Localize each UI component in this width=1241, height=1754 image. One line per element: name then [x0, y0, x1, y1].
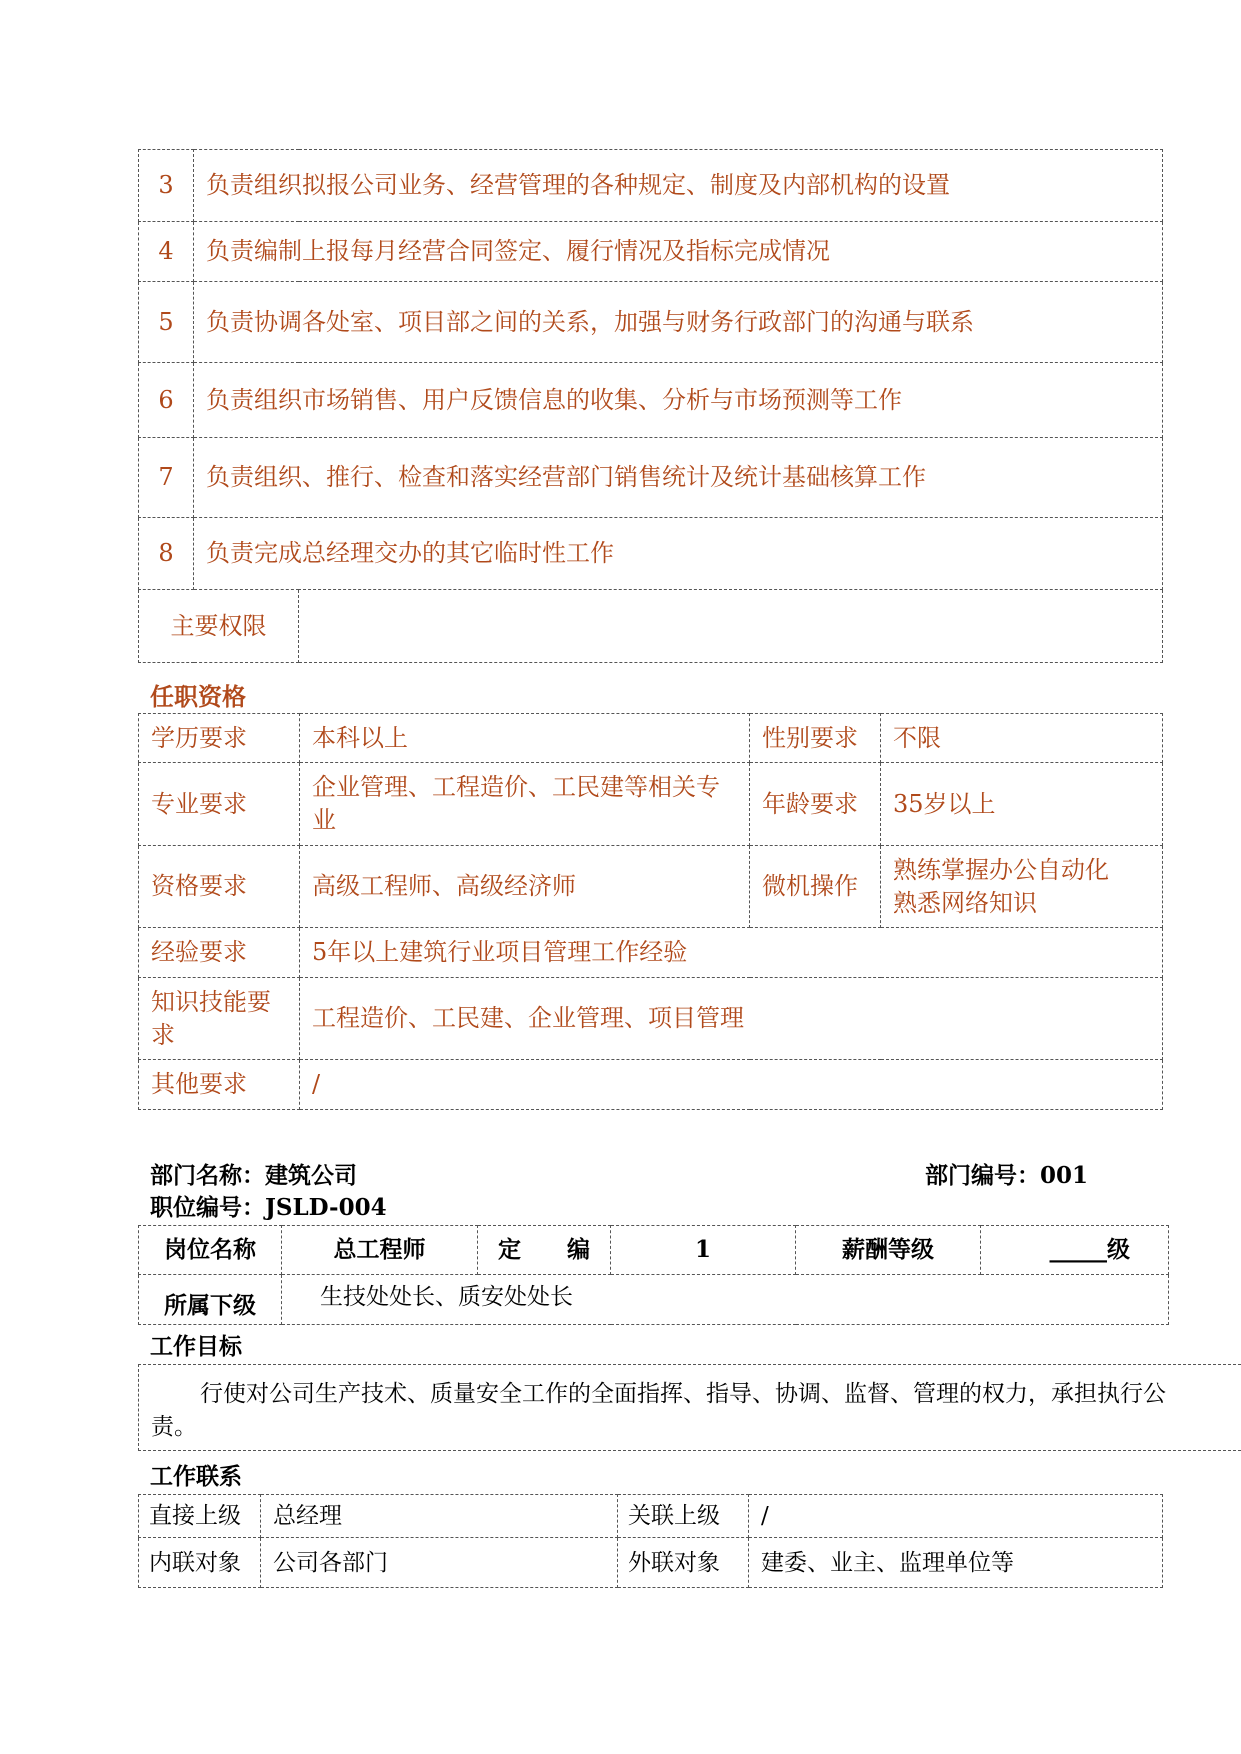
duty-number: 3 — [139, 150, 194, 222]
duty-text: 负责编制上报每月经营合同签定、履行情况及指标完成情况 — [194, 222, 1163, 282]
experience-label: 经验要求 — [139, 928, 300, 978]
computer-value — [881, 846, 1163, 928]
duty-number: 4 — [139, 222, 194, 282]
duty-number: 5 — [139, 282, 194, 363]
skills-value: 工程造价、工民建、企业管理、项目管理 — [300, 978, 1163, 1060]
position-code: 职位编号：JSLD-004 — [150, 1194, 387, 1221]
authority-row — [139, 590, 1163, 663]
relations-row — [139, 1538, 1163, 1588]
internal-contacts-value: 公司各部门 — [261, 1538, 618, 1588]
position-name-value: 总工程师 — [282, 1226, 478, 1275]
education-label: 学历要求 — [139, 714, 300, 763]
experience-value: 5年以上建筑行业项目管理工作经验 — [300, 928, 1163, 978]
duty-row — [139, 150, 1163, 222]
salary-grade-label: 薪酬等级 — [796, 1226, 981, 1275]
duty-row — [139, 363, 1163, 438]
gender-label: 性别要求 — [750, 714, 881, 763]
duty-text: 负责完成总经理交办的其它临时性工作 — [194, 518, 1163, 590]
relations-row — [139, 1495, 1163, 1538]
related-superior-label: 关联上级 — [618, 1495, 749, 1538]
qualifications-heading: 任职资格 — [150, 682, 246, 711]
education-row — [139, 714, 1163, 763]
computer-value-line-1: 熟练掌握办公自动化 — [893, 855, 1109, 884]
goal-text-continued: 责。 — [151, 1414, 197, 1440]
duty-row — [139, 222, 1163, 282]
certification-label: 资格要求 — [139, 846, 300, 928]
external-contacts-label: 外联对象 — [618, 1538, 749, 1588]
duty-text: 负责组织拟报公司业务、经营管理的各种规定、制度及内部机构的设置 — [194, 150, 1163, 222]
major-row — [139, 763, 1163, 846]
authority-label: 主要权限 — [139, 590, 299, 663]
skills-label: 知识技能要求 — [139, 978, 300, 1060]
major-value: 企业管理、工程造价、工民建等相关专业 — [300, 763, 750, 846]
goal-text: 行使对公司生产技术、质量安全工作的全面指挥、指导、协调、监督、管理的权力，承担执行公 — [200, 1381, 1166, 1407]
duty-number: 6 — [139, 363, 194, 438]
position-name-label: 岗位名称 — [139, 1226, 282, 1275]
dept-code: 部门编号：001 — [925, 1162, 1089, 1189]
qualifications-table — [138, 713, 1163, 1110]
duty-text: 负责协调各处室、项目部之间的关系，加强与财务行政部门的沟通与联系 — [194, 282, 1163, 363]
related-superior-value: / — [749, 1495, 1163, 1538]
age-value: 35岁以上 — [881, 763, 1163, 846]
internal-contacts-label: 内联对象 — [139, 1538, 261, 1588]
duty-number: 7 — [139, 438, 194, 518]
subordinate-label: 所属下级 — [139, 1275, 282, 1325]
external-contacts-value: 建委、业主、监理单位等 — [749, 1538, 1163, 1588]
computer-value-line-2: 熟悉网络知识 — [893, 888, 1037, 917]
duty-row — [139, 282, 1163, 363]
goal-heading: 工作目标 — [150, 1333, 242, 1360]
certification-value: 高级工程师、高级经济师 — [300, 846, 750, 928]
experience-row — [139, 928, 1163, 978]
goal-box — [138, 1364, 1241, 1451]
position-row — [139, 1226, 1169, 1275]
position-table — [138, 1225, 1169, 1325]
duty-text: 负责组织、推行、检查和落实经营部门销售统计及统计基础核算工作 — [194, 438, 1163, 518]
authority-value — [299, 590, 1163, 663]
major-label: 专业要求 — [139, 763, 300, 846]
salary-grade-value: _____级 — [981, 1226, 1169, 1275]
other-value: / — [300, 1060, 1163, 1110]
dept-name: 部门名称：建筑公司 — [150, 1162, 357, 1189]
certification-row — [139, 846, 1163, 928]
quota-label: 定 编 — [478, 1226, 611, 1275]
other-row — [139, 1060, 1163, 1110]
other-label: 其他要求 — [139, 1060, 300, 1110]
skills-row — [139, 978, 1163, 1060]
computer-label: 微机操作 — [750, 846, 881, 928]
relations-table — [138, 1494, 1163, 1588]
duty-text: 负责组织市场销售、用户反馈信息的收集、分析与市场预测等工作 — [194, 363, 1163, 438]
gender-value: 不限 — [881, 714, 1163, 763]
duty-row — [139, 438, 1163, 518]
subordinate-value: 生技处处长、质安处处长 — [282, 1275, 1169, 1325]
quota-value: 1 — [611, 1226, 796, 1275]
age-label: 年龄要求 — [750, 763, 881, 846]
duties-table — [138, 149, 1163, 663]
relations-heading: 工作联系 — [150, 1463, 242, 1490]
direct-superior-value: 总经理 — [261, 1495, 618, 1538]
direct-superior-label: 直接上级 — [139, 1495, 261, 1538]
education-value: 本科以上 — [300, 714, 750, 763]
subordinate-row — [139, 1275, 1169, 1325]
duty-number: 8 — [139, 518, 194, 590]
duty-row — [139, 518, 1163, 590]
